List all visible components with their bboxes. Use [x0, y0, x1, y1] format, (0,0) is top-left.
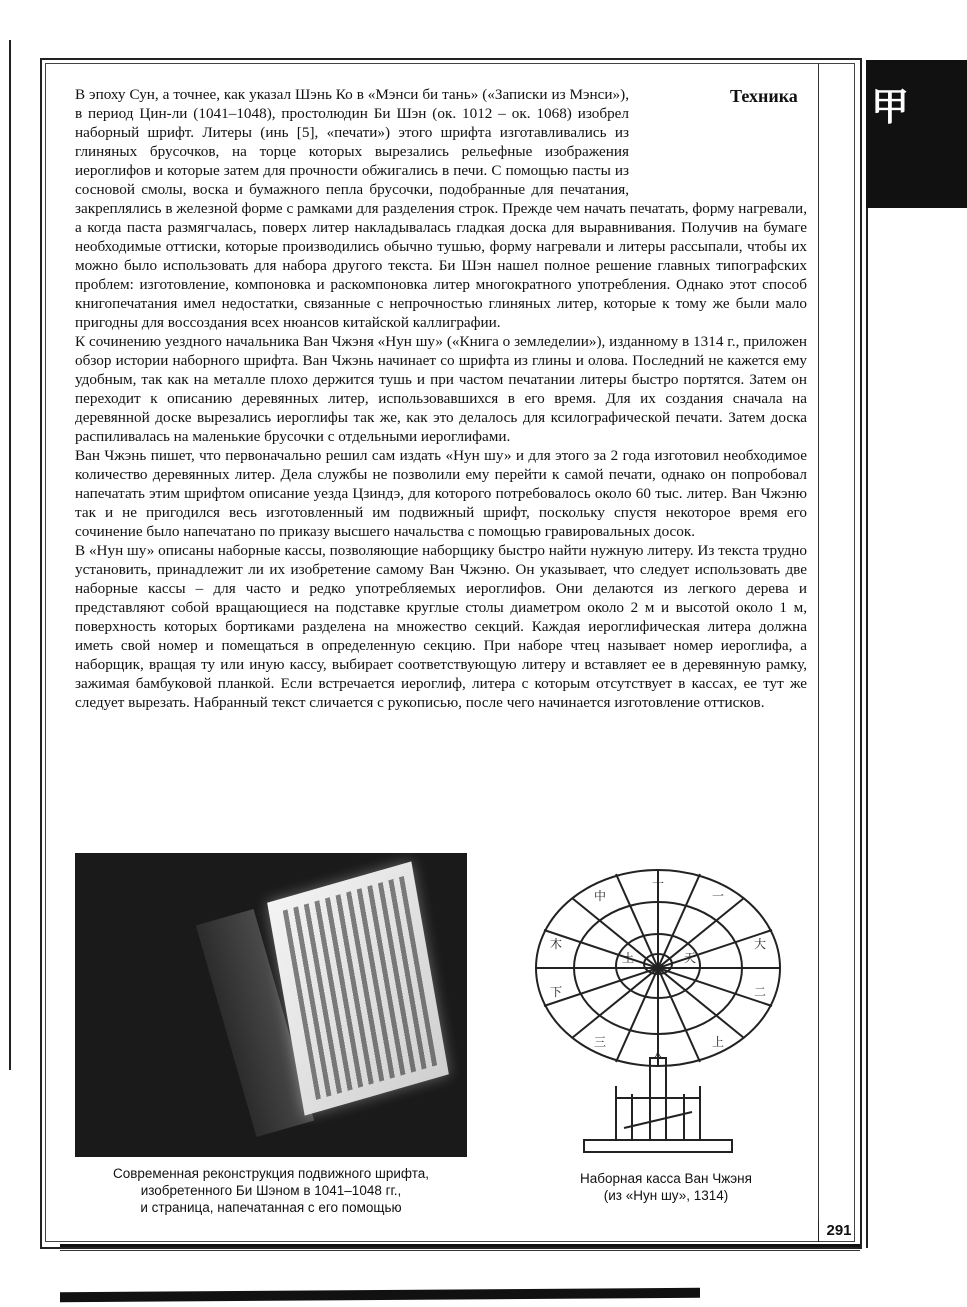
- wheel-glyph: 十: [651, 877, 665, 891]
- paragraph-1: В эпоху Сун, а точнее, как указал Шэнь Ко в «Мэнси би тань» («Записки из Мэнси»), в период Цин-ли (1041–1048), простолюдин Би Шэн (ок. 1012 – ок. 1068) изобрел наборный шрифт. Литеры (инь [5], «печати») этого шрифта изготавливались из глиняных брусочков, на торце которых вырезались рельефные изображения иероглифов и которые затем для прочности обжигались в печи. С помощью пасты из сосновой смолы, воска и бумажного пепла брусочки, подобранные для печатания, закреплялись в железной форме с рамками для разделения строк. Прежде чем начать печатать, форму нагревали, а когда паста размягчалась, поверх литер накладывалась гладкая доска для выравнивания. Получив на бумаге необходимые оттиски, которые производились обычно тушью, форму нагревали и литеры рассыпали, чтобы их можно было использовать для набора другого текста. Би Шэн нашел полное решение главных типографских проблем: изготовление, компоновка и раскомпоновка литер многократного употребления. Однако этот способ книгопечатания имел недостатки, связанные с непрочностью глиняных литер, которые к тому же были мало пригодны для воссоздания всех нюансов китайской каллиграфии.: [75, 86, 807, 331]
- main-text: [75, 85, 807, 712]
- movable-type-photo: [75, 853, 467, 1157]
- wheel-glyph: 大: [753, 937, 767, 951]
- caption-line: Современная реконструкция подвижного шрифта,: [112, 1166, 429, 1181]
- wheel-glyph: 中: [593, 889, 607, 903]
- paragraph-4: В «Нун шу» описаны наборные кассы, позволяющие наборщику быстро найти нужную литеру. Из текста трудно установить, принадлежит ли их изобретение самому Ван Чжэню. Он указывает, что следует использовать две наборные кассы – для часто и редко употребляемых иероглифов. Они делаются из легкого дерева и представляют собой вращающиеся на подставке круглые столы диаметром около 2 м и высотой около 1 м, поверхность которых бортиками разделена на множество секций. Каждая иероглифическая литера должна иметь свой номер и помещаться в определенную секцию. При наборе чтец называет номер иероглифа, а наборщик, вращая ту или иную кассу, выбирает соответствующую литеру и вставляет ее в деревянную рамку, зажимая бамбуковой планкой. Если встречается иероглиф, литера с которым отсутствует в кассах, ее тут же следует вырезать. Набранный текст сличается с рукописью, после чего начинается изготовление оттисков.: [75, 542, 807, 711]
- wheel-glyph: 一: [711, 889, 725, 903]
- margin-divider: [818, 63, 819, 1223]
- caption-line: изобретенного Би Шэном в 1041–1048 гг.,: [140, 1183, 402, 1198]
- wheel-glyph: 二: [753, 985, 767, 999]
- drawing-caption: [528, 1170, 804, 1204]
- photo-caption: [75, 1165, 467, 1216]
- chapter-tab: [866, 60, 967, 208]
- section-title: Техника: [730, 86, 798, 106]
- wheel-glyph: 人: [651, 1047, 665, 1061]
- wheel-glyph: 天: [683, 951, 697, 965]
- wheel-glyph: 木: [549, 937, 563, 951]
- scan-bottom-edge: [60, 1288, 700, 1302]
- wheel-glyph: 下: [549, 985, 563, 999]
- paragraph-3: Ван Чжэнь пишет, что первоначально решил сам издать «Нун шу» и для этого за 2 года изготовил необходимое количество деревянных литер. Дела службы не позволили ему перейти к самой печати, однако он попробовал напечатать этим шрифтом описание уезда Цзиндэ, для которого потребовалось около 60 тыс. литер. Ван Чжэню так и не пригодился весь изготовленный им подвижный шрифт, поскольку спустя некоторое время его сочинение было напечатано по приказу высшего начальства с помощью гравировальных досок.: [75, 447, 807, 540]
- bottom-rule-thin: [60, 1250, 860, 1251]
- paragraph-2: К сочинению уездного начальника Ван Чжэня «Нун шу» («Книга о земледелии»), изданному в 1314 г., приложен обзор истории наборного шрифта. Ван Чжэнь начинает со шрифта из глины и олова. Последний не кажется ему удобным, так как на металле плохо держится тушь и при частом печатании литеры быстро портятся. Затем он переходит к описанию деревянных литер, использовавшихся в его время. Для их создания сначала на деревянной доске вырезались иероглифы так же, как это делалось для ксилографической печати. Затем доска распиливалась на маленькие брусочки с отдельными иероглифами.: [75, 333, 807, 445]
- caption-line: и страница, напечатанная с его помощью: [140, 1200, 402, 1215]
- right-edge-line: [866, 208, 868, 1248]
- chapter-tab-glyph: 甲: [870, 85, 909, 129]
- caption-line: (из «Нун шу», 1314): [603, 1188, 729, 1203]
- wheel-glyph: 三: [593, 1035, 607, 1049]
- wheel-glyph: 土: [621, 951, 635, 965]
- type-case-wheel-drawing: [528, 858, 804, 1158]
- caption-line: Наборная касса Ван Чжэня: [580, 1171, 752, 1186]
- bottom-rule: [60, 1244, 860, 1247]
- page-number: 291: [818, 1220, 859, 1242]
- wheel-glyph: 上: [711, 1035, 725, 1049]
- scan-edge-line: [9, 40, 11, 1070]
